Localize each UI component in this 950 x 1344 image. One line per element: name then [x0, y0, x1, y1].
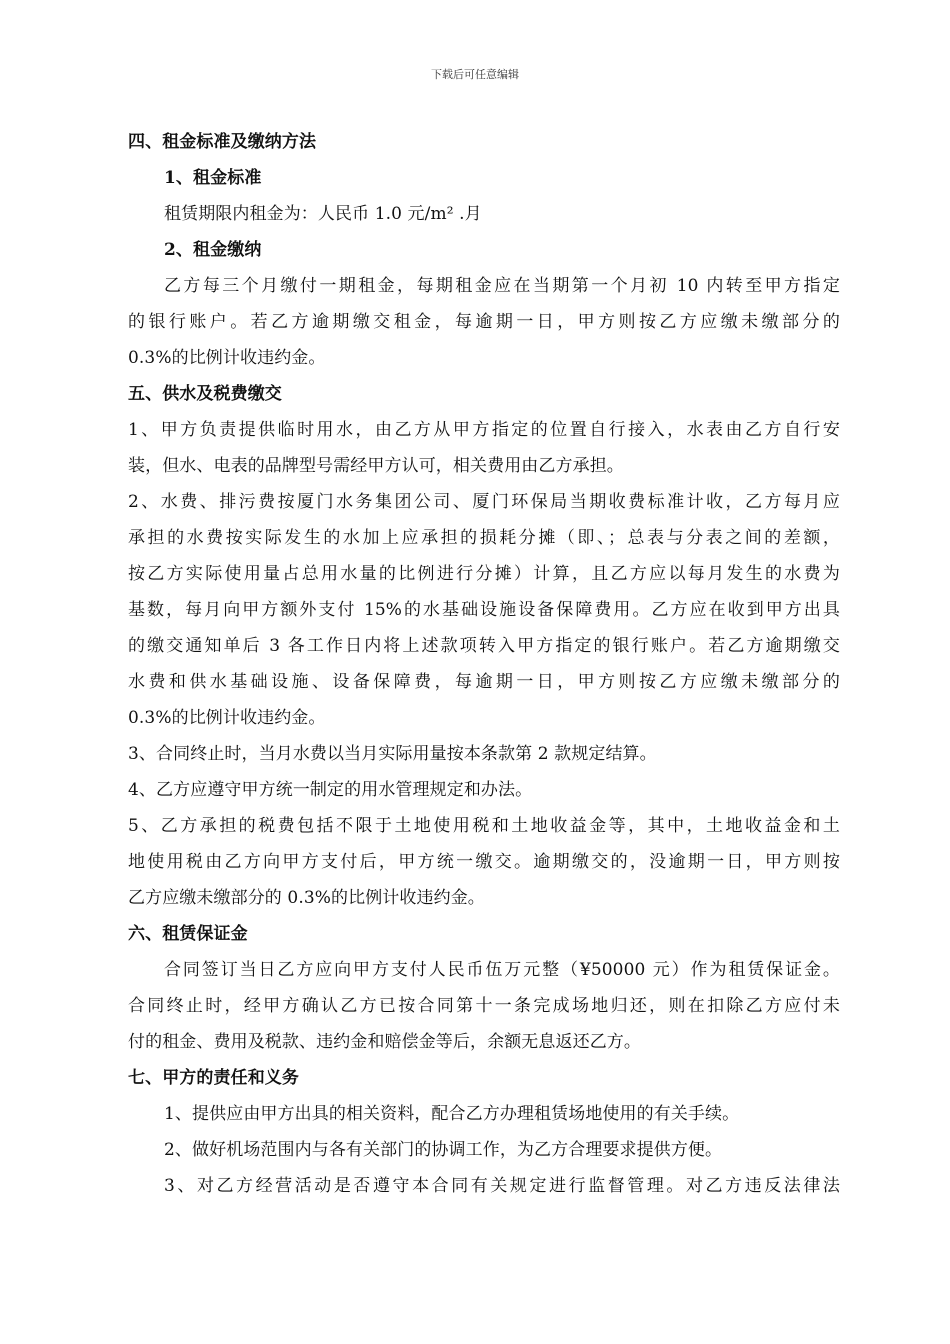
paragraph-line: 3、合同终止时，当月水费以当月实际用量按本条款第 2 款规定结算。 [128, 744, 657, 764]
paragraph-line: 1、甲方负责提供临时用水，由乙方从甲方指定的位置自行接入，水表由乙方自行安 [128, 420, 840, 440]
paragraph-line: 2、水费、排污费按厦门水务集团公司、厦门环保局当期收费标准计收，乙方每月应 [128, 492, 840, 512]
paragraph-line: 合同终止时，经甲方确认乙方已按合同第十一条完成场地归还，则在扣除乙方应付未 [128, 996, 840, 1016]
page-header: 下载后可任意编辑 [431, 68, 519, 81]
section-heading: 七、甲方的责任和义务 [128, 1068, 299, 1088]
paragraph-line: 承担的水费按实际发生的水加上应承担的损耗分摊（即、；总表与分表之间的差额， [128, 528, 840, 548]
paragraph-line: 租赁期限内租金为：人民币 1.0 元/m² .月 [164, 204, 482, 224]
paragraph-line: 0.3%的比例计收违约金。 [128, 708, 326, 728]
paragraph-line: 3、对乙方经营活动是否遵守本合同有关规定进行监督管理。对乙方违反法律法 [164, 1176, 840, 1196]
paragraph-line: 按乙方实际使用量占总用水量的比例进行分摊）计算，且乙方应以每月发生的水费为 [128, 564, 840, 584]
paragraph-line: 乙方每三个月缴付一期租金，每期租金应在当期第一个月初 10 内转至甲方指定 [164, 276, 840, 296]
section-heading: 四、租金标准及缴纳方法 [128, 132, 317, 152]
paragraph-line: 5、乙方承担的税费包括不限于土地使用税和土地收益金等，其中，土地收益金和土 [128, 816, 840, 836]
paragraph-line: 基数，每月向甲方额外支付 15%的水基础设施设备保障费用。乙方应在收到甲方出具 [128, 600, 840, 620]
section-heading: 六、租赁保证金 [128, 924, 248, 944]
paragraph-line: 付的租金、费用及税款、违约金和赔偿金等后，余额无息返还乙方。 [128, 1032, 641, 1052]
subsection-heading: 2、租金缴纳 [164, 240, 262, 260]
paragraph-line: 装，但水、电表的品牌型号需经甲方认可，相关费用由乙方承担。 [128, 456, 624, 476]
subsection-heading: 1、租金标准 [164, 168, 262, 188]
paragraph-line: 1、提供应由甲方出具的相关资料，配合乙方办理租赁场地使用的有关手续。 [164, 1104, 740, 1124]
paragraph-line: 地使用税由乙方向甲方支付后，甲方统一缴交。逾期缴交的，没逾期一日，甲方则按 [128, 852, 840, 872]
paragraph-line: 4、乙方应遵守甲方统一制定的用水管理规定和办法。 [128, 780, 533, 800]
paragraph-line: 合同签订当日乙方应向甲方支付人民币伍万元整（¥50000 元）作为租赁保证金。 [164, 960, 840, 980]
paragraph-line: 0.3%的比例计收违约金。 [128, 348, 326, 368]
paragraph-line: 的缴交通知单后 3 各工作日内将上述款项转入甲方指定的银行账户。若乙方逾期缴交 [128, 636, 840, 656]
paragraph-line: 的银行账户。若乙方逾期缴交租金，每逾期一日，甲方则按乙方应缴未缴部分的 [128, 312, 840, 332]
section-heading: 五、供水及税费缴交 [128, 384, 282, 404]
paragraph-line: 2、做好机场范围内与各有关部门的协调工作，为乙方合理要求提供方便。 [164, 1140, 723, 1160]
document-body [128, 124, 840, 1204]
paragraph-line: 水费和供水基础设施、设备保障费，每逾期一日，甲方则按乙方应缴未缴部分的 [128, 672, 840, 692]
paragraph-line: 乙方应缴未缴部分的 0.3%的比例计收违约金。 [128, 888, 485, 908]
